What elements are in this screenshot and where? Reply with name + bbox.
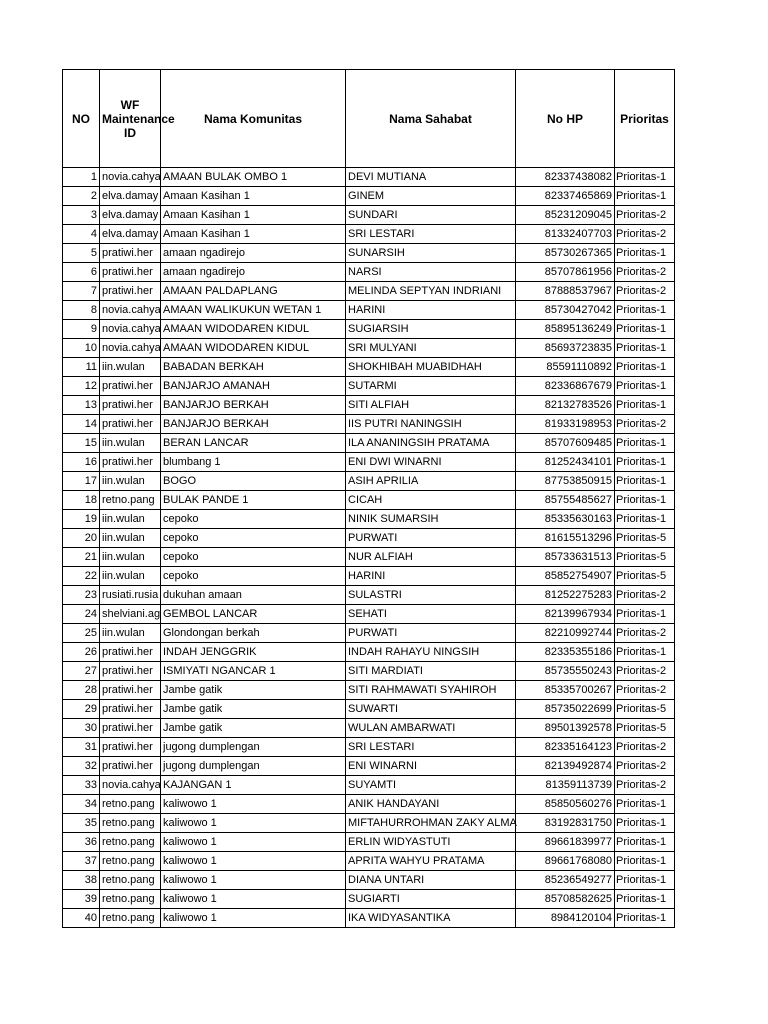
cell-no[interactable]: 10	[63, 339, 100, 358]
cell-nama-komunitas[interactable]: AMAAN PALDAPLANG	[161, 282, 346, 301]
cell-no-hp[interactable]: 85707609485	[516, 434, 615, 453]
cell-wf-maintenance-id[interactable]: retno.pang	[100, 852, 161, 871]
cell-nama-sahabat[interactable]: SEHATI	[346, 605, 516, 624]
cell-wf-maintenance-id[interactable]: iin.wulan	[100, 472, 161, 491]
cell-no-hp[interactable]: 85850560276	[516, 795, 615, 814]
cell-prioritas[interactable]: Prioritas-2	[615, 662, 675, 681]
table-row	[63, 529, 675, 548]
cell-no-hp[interactable]: 82335355186	[516, 643, 615, 662]
table-row	[63, 434, 675, 453]
cell-prioritas[interactable]: Prioritas-5	[615, 529, 675, 548]
cell-no-hp[interactable]: 81252434101	[516, 453, 615, 472]
cell-wf-maintenance-id[interactable]: retno.pang	[100, 795, 161, 814]
cell-no-hp[interactable]: 87888537967	[516, 282, 615, 301]
cell-no-hp[interactable]: 81359113739	[516, 776, 615, 795]
cell-wf-maintenance-id[interactable]: elva.damay	[100, 206, 161, 225]
table-row	[63, 244, 675, 263]
cell-prioritas[interactable]: Prioritas-1	[615, 472, 675, 491]
cell-prioritas[interactable]: Prioritas-5	[615, 548, 675, 567]
cell-no-hp[interactable]: 89501392578	[516, 719, 615, 738]
cell-no-hp[interactable]: 82336867679	[516, 377, 615, 396]
table-row	[63, 776, 675, 795]
table-header	[63, 70, 675, 168]
cell-no-hp[interactable]: 85335630163	[516, 510, 615, 529]
cell-nama-sahabat[interactable]: DIANA UNTARI	[346, 871, 516, 890]
table-body	[63, 168, 675, 928]
cell-nama-komunitas[interactable]: kaliwowo 1	[161, 909, 346, 928]
cell-nama-komunitas[interactable]: cepoko	[161, 529, 346, 548]
cell-wf-maintenance-id[interactable]: iin.wulan	[100, 567, 161, 586]
cell-nama-komunitas[interactable]: Jambe gatik	[161, 700, 346, 719]
table-row	[63, 510, 675, 529]
table-row	[63, 206, 675, 225]
cell-nama-sahabat[interactable]: ENI WINARNI	[346, 757, 516, 776]
cell-no[interactable]: 16	[63, 453, 100, 472]
cell-nama-komunitas[interactable]: Jambe gatik	[161, 681, 346, 700]
cell-nama-komunitas[interactable]: Amaan Kasihan 1	[161, 225, 346, 244]
cell-wf-maintenance-id[interactable]: shelviani.ag	[100, 605, 161, 624]
cell-wf-maintenance-id[interactable]: novia.cahya	[100, 301, 161, 320]
cell-nama-sahabat[interactable]: IKA WIDYASANTIKA	[346, 909, 516, 928]
cell-no[interactable]: 31	[63, 738, 100, 757]
cell-nama-sahabat[interactable]: INDAH RAHAYU NINGSIH	[346, 643, 516, 662]
cell-no[interactable]: 19	[63, 510, 100, 529]
cell-nama-komunitas[interactable]: AMAAN WALIKUKUN WETAN 1	[161, 301, 346, 320]
cell-nama-komunitas[interactable]: BANJARJO BERKAH	[161, 396, 346, 415]
cell-wf-maintenance-id[interactable]: pratiwi.her	[100, 719, 161, 738]
header-no[interactable]: NO	[63, 70, 100, 168]
cell-no[interactable]: 2	[63, 187, 100, 206]
cell-nama-sahabat[interactable]: MIFTAHURROHMAN ZAKY ALMA	[346, 814, 516, 833]
cell-nama-sahabat[interactable]: DEVI MUTIANA	[346, 168, 516, 187]
cell-prioritas[interactable]: Prioritas-1	[615, 301, 675, 320]
cell-no[interactable]: 27	[63, 662, 100, 681]
cell-nama-komunitas[interactable]: jugong dumplengan	[161, 738, 346, 757]
cell-nama-sahabat[interactable]: SUTARMI	[346, 377, 516, 396]
table-row	[63, 757, 675, 776]
cell-no-hp[interactable]: 89661839977	[516, 833, 615, 852]
table-row	[63, 472, 675, 491]
cell-no[interactable]: 20	[63, 529, 100, 548]
cell-no[interactable]: 21	[63, 548, 100, 567]
cell-prioritas[interactable]: Prioritas-2	[615, 738, 675, 757]
cell-nama-komunitas[interactable]: kaliwowo 1	[161, 833, 346, 852]
cell-no[interactable]: 35	[63, 814, 100, 833]
cell-nama-sahabat[interactable]: SHOKHIBAH MUABIDHAH	[346, 358, 516, 377]
cell-no-hp[interactable]: 85895136249	[516, 320, 615, 339]
cell-nama-komunitas[interactable]: BULAK PANDE 1	[161, 491, 346, 510]
cell-nama-sahabat[interactable]: SRI LESTARI	[346, 225, 516, 244]
cell-wf-maintenance-id[interactable]: pratiwi.her	[100, 396, 161, 415]
cell-wf-maintenance-id[interactable]: iin.wulan	[100, 510, 161, 529]
table-row	[63, 909, 675, 928]
cell-wf-maintenance-id[interactable]: pratiwi.her	[100, 700, 161, 719]
cell-wf-maintenance-id[interactable]: pratiwi.her	[100, 643, 161, 662]
header-row	[63, 70, 675, 168]
cell-no-hp[interactable]: 85730427042	[516, 301, 615, 320]
cell-no[interactable]: 1	[63, 168, 100, 187]
cell-prioritas[interactable]: Prioritas-1	[615, 396, 675, 415]
cell-no-hp[interactable]: 89661768080	[516, 852, 615, 871]
cell-no[interactable]: 38	[63, 871, 100, 890]
cell-wf-maintenance-id[interactable]: retno.pang	[100, 871, 161, 890]
cell-wf-maintenance-id[interactable]: novia.cahya	[100, 320, 161, 339]
cell-nama-komunitas[interactable]: BERAN LANCAR	[161, 434, 346, 453]
table-row	[63, 263, 675, 282]
cell-no[interactable]: 22	[63, 567, 100, 586]
table-row	[63, 225, 675, 244]
cell-no-hp[interactable]: 85335700267	[516, 681, 615, 700]
cell-wf-maintenance-id[interactable]: pratiwi.her	[100, 282, 161, 301]
header-nama-sahabat[interactable]: Nama Sahabat	[346, 70, 516, 168]
cell-prioritas[interactable]: Prioritas-1	[615, 320, 675, 339]
cell-prioritas[interactable]: Prioritas-1	[615, 890, 675, 909]
cell-nama-sahabat[interactable]: IIS PUTRI NANINGSIH	[346, 415, 516, 434]
cell-wf-maintenance-id[interactable]: pratiwi.her	[100, 244, 161, 263]
cell-prioritas[interactable]: Prioritas-5	[615, 700, 675, 719]
cell-no-hp[interactable]: 85852754907	[516, 567, 615, 586]
cell-wf-maintenance-id[interactable]: pratiwi.her	[100, 757, 161, 776]
cell-wf-maintenance-id[interactable]: iin.wulan	[100, 434, 161, 453]
cell-wf-maintenance-id[interactable]: pratiwi.her	[100, 377, 161, 396]
cell-prioritas[interactable]: Prioritas-1	[615, 795, 675, 814]
cell-wf-maintenance-id[interactable]: novia.cahya	[100, 339, 161, 358]
cell-nama-sahabat[interactable]: SUGIARTI	[346, 890, 516, 909]
cell-nama-sahabat[interactable]: NINIK SUMARSIH	[346, 510, 516, 529]
cell-wf-maintenance-id[interactable]: retno.pang	[100, 890, 161, 909]
table-row	[63, 624, 675, 643]
cell-nama-komunitas[interactable]: INDAH JENGGRIK	[161, 643, 346, 662]
table-row	[63, 567, 675, 586]
cell-wf-maintenance-id[interactable]: retno.pang	[100, 909, 161, 928]
cell-nama-komunitas[interactable]: kaliwowo 1	[161, 852, 346, 871]
table-row	[63, 301, 675, 320]
cell-nama-komunitas[interactable]: cepoko	[161, 567, 346, 586]
cell-wf-maintenance-id[interactable]: rusiati.rusia	[100, 586, 161, 605]
cell-no-hp[interactable]: 85735022699	[516, 700, 615, 719]
cell-no[interactable]: 18	[63, 491, 100, 510]
cell-nama-sahabat[interactable]: SUNARSIH	[346, 244, 516, 263]
table-row	[63, 339, 675, 358]
cell-prioritas[interactable]: Prioritas-1	[615, 814, 675, 833]
cell-no-hp[interactable]: 82139492874	[516, 757, 615, 776]
cell-nama-sahabat[interactable]: NUR ALFIAH	[346, 548, 516, 567]
table-row	[63, 833, 675, 852]
cell-no-hp[interactable]: 85231209045	[516, 206, 615, 225]
cell-nama-komunitas[interactable]: amaan ngadirejo	[161, 263, 346, 282]
table-row	[63, 168, 675, 187]
cell-prioritas[interactable]: Prioritas-2	[615, 624, 675, 643]
cell-wf-maintenance-id[interactable]: iin.wulan	[100, 624, 161, 643]
cell-no[interactable]: 8	[63, 301, 100, 320]
cell-nama-sahabat[interactable]: HARINI	[346, 567, 516, 586]
cell-no[interactable]: 37	[63, 852, 100, 871]
cell-nama-sahabat[interactable]: NARSI	[346, 263, 516, 282]
cell-prioritas[interactable]: Prioritas-1	[615, 491, 675, 510]
cell-no-hp[interactable]: 8984120104	[516, 909, 615, 928]
cell-nama-komunitas[interactable]: BOGO	[161, 472, 346, 491]
table-row	[63, 415, 675, 434]
table-row	[63, 282, 675, 301]
cell-prioritas[interactable]: Prioritas-1	[615, 605, 675, 624]
cell-prioritas[interactable]: Prioritas-1	[615, 377, 675, 396]
cell-no[interactable]: 14	[63, 415, 100, 434]
cell-no[interactable]: 11	[63, 358, 100, 377]
cell-no[interactable]: 3	[63, 206, 100, 225]
cell-wf-maintenance-id[interactable]: novia.cahya	[100, 776, 161, 795]
cell-nama-komunitas[interactable]: Jambe gatik	[161, 719, 346, 738]
cell-no[interactable]: 17	[63, 472, 100, 491]
table-row	[63, 396, 675, 415]
cell-nama-sahabat[interactable]: SUWARTI	[346, 700, 516, 719]
table-row	[63, 700, 675, 719]
cell-prioritas[interactable]: Prioritas-2	[615, 206, 675, 225]
cell-no[interactable]: 24	[63, 605, 100, 624]
cell-no-hp[interactable]: 82210992744	[516, 624, 615, 643]
cell-nama-sahabat[interactable]: SRI MULYANI	[346, 339, 516, 358]
cell-nama-komunitas[interactable]: Amaan Kasihan 1	[161, 187, 346, 206]
cell-nama-komunitas[interactable]: BANJARJO AMANAH	[161, 377, 346, 396]
header-prioritas[interactable]: Prioritas	[615, 70, 675, 168]
table-row	[63, 377, 675, 396]
table-row	[63, 662, 675, 681]
cell-prioritas[interactable]: Prioritas-2	[615, 225, 675, 244]
cell-no[interactable]: 13	[63, 396, 100, 415]
cell-nama-komunitas[interactable]: blumbang 1	[161, 453, 346, 472]
table-row	[63, 548, 675, 567]
data-table	[62, 69, 675, 928]
cell-nama-komunitas[interactable]: GEMBOL LANCAR	[161, 605, 346, 624]
table-row	[63, 358, 675, 377]
cell-nama-sahabat[interactable]: SUGIARSIH	[346, 320, 516, 339]
cell-nama-komunitas[interactable]: BANJARJO BERKAH	[161, 415, 346, 434]
cell-no[interactable]: 5	[63, 244, 100, 263]
header-nama-komunitas[interactable]: Nama Komunitas	[161, 70, 346, 168]
cell-prioritas[interactable]: Prioritas-2	[615, 586, 675, 605]
cell-no-hp[interactable]: 85755485627	[516, 491, 615, 510]
cell-no-hp[interactable]: 82132783526	[516, 396, 615, 415]
cell-nama-komunitas[interactable]: kaliwowo 1	[161, 814, 346, 833]
cell-no-hp[interactable]: 81615513296	[516, 529, 615, 548]
cell-no-hp[interactable]: 85707861956	[516, 263, 615, 282]
cell-no-hp[interactable]: 85236549277	[516, 871, 615, 890]
cell-no-hp[interactable]: 85708582625	[516, 890, 615, 909]
cell-nama-sahabat[interactable]: ILA ANANINGSIH PRATAMA	[346, 434, 516, 453]
cell-nama-komunitas[interactable]: AMAAN WIDODAREN KIDUL	[161, 339, 346, 358]
cell-nama-sahabat[interactable]: PURWATI	[346, 624, 516, 643]
table-row	[63, 795, 675, 814]
cell-wf-maintenance-id[interactable]: pratiwi.her	[100, 681, 161, 700]
table-row	[63, 586, 675, 605]
cell-prioritas[interactable]: Prioritas-1	[615, 453, 675, 472]
cell-prioritas[interactable]: Prioritas-5	[615, 719, 675, 738]
cell-nama-komunitas[interactable]: AMAAN WIDODAREN KIDUL	[161, 320, 346, 339]
cell-prioritas[interactable]: Prioritas-2	[615, 757, 675, 776]
cell-nama-komunitas[interactable]: kaliwowo 1	[161, 890, 346, 909]
cell-nama-sahabat[interactable]: ASIH APRILIA	[346, 472, 516, 491]
cell-nama-sahabat[interactable]: SITI MARDIATI	[346, 662, 516, 681]
cell-nama-sahabat[interactable]: MELINDA SEPTYAN INDRIANI	[346, 282, 516, 301]
cell-wf-maintenance-id[interactable]: retno.pang	[100, 491, 161, 510]
cell-no-hp[interactable]: 82139967934	[516, 605, 615, 624]
cell-prioritas[interactable]: Prioritas-1	[615, 643, 675, 662]
cell-no[interactable]: 40	[63, 909, 100, 928]
cell-no-hp[interactable]: 82335164123	[516, 738, 615, 757]
cell-no-hp[interactable]: 81332407703	[516, 225, 615, 244]
cell-wf-maintenance-id[interactable]: iin.wulan	[100, 529, 161, 548]
cell-wf-maintenance-id[interactable]: pratiwi.her	[100, 662, 161, 681]
cell-nama-sahabat[interactable]: APRITA WAHYU PRATAMA	[346, 852, 516, 871]
spreadsheet-sheet	[62, 69, 674, 928]
cell-no-hp[interactable]: 83192831750	[516, 814, 615, 833]
cell-no[interactable]: 15	[63, 434, 100, 453]
cell-prioritas[interactable]: Prioritas-2	[615, 263, 675, 282]
cell-no[interactable]: 34	[63, 795, 100, 814]
cell-no[interactable]: 12	[63, 377, 100, 396]
cell-no[interactable]: 23	[63, 586, 100, 605]
cell-prioritas[interactable]: Prioritas-2	[615, 776, 675, 795]
cell-no[interactable]: 7	[63, 282, 100, 301]
cell-nama-sahabat[interactable]: SITI RAHMAWATI SYAHIROH	[346, 681, 516, 700]
cell-no[interactable]: 39	[63, 890, 100, 909]
cell-no-hp[interactable]: 85735550243	[516, 662, 615, 681]
cell-no[interactable]: 30	[63, 719, 100, 738]
cell-nama-sahabat[interactable]: ANIK HANDAYANI	[346, 795, 516, 814]
cell-no-hp[interactable]: 82337465869	[516, 187, 615, 206]
cell-nama-komunitas[interactable]: amaan ngadirejo	[161, 244, 346, 263]
cell-prioritas[interactable]: Prioritas-1	[615, 339, 675, 358]
cell-nama-komunitas[interactable]: jugong dumplengan	[161, 757, 346, 776]
table-row	[63, 814, 675, 833]
cell-nama-komunitas[interactable]: dukuhan amaan	[161, 586, 346, 605]
cell-no[interactable]: 29	[63, 700, 100, 719]
cell-wf-maintenance-id[interactable]: pratiwi.her	[100, 738, 161, 757]
cell-wf-maintenance-id[interactable]: pratiwi.her	[100, 263, 161, 282]
cell-no[interactable]: 28	[63, 681, 100, 700]
cell-nama-sahabat[interactable]: GINEM	[346, 187, 516, 206]
cell-prioritas[interactable]: Prioritas-1	[615, 434, 675, 453]
cell-prioritas[interactable]: Prioritas-2	[615, 415, 675, 434]
table-row	[63, 681, 675, 700]
cell-nama-sahabat[interactable]: ERLIN WIDYASTUTI	[346, 833, 516, 852]
table-row	[63, 187, 675, 206]
cell-prioritas[interactable]: Prioritas-5	[615, 567, 675, 586]
cell-nama-komunitas[interactable]: kaliwowo 1	[161, 871, 346, 890]
cell-prioritas[interactable]: Prioritas-2	[615, 681, 675, 700]
cell-wf-maintenance-id[interactable]: elva.damay	[100, 187, 161, 206]
cell-nama-sahabat[interactable]: ENI DWI WINARNI	[346, 453, 516, 472]
cell-wf-maintenance-id[interactable]: pratiwi.her	[100, 453, 161, 472]
cell-prioritas[interactable]: Prioritas-1	[615, 871, 675, 890]
cell-nama-komunitas[interactable]: KAJANGAN 1	[161, 776, 346, 795]
table-row	[63, 320, 675, 339]
cell-wf-maintenance-id[interactable]: pratiwi.her	[100, 415, 161, 434]
cell-prioritas[interactable]: Prioritas-1	[615, 244, 675, 263]
cell-no-hp[interactable]: 87753850915	[516, 472, 615, 491]
cell-nama-komunitas[interactable]: AMAAN BULAK OMBO 1	[161, 168, 346, 187]
cell-nama-komunitas[interactable]: Glondongan berkah	[161, 624, 346, 643]
cell-prioritas[interactable]: Prioritas-1	[615, 909, 675, 928]
cell-prioritas[interactable]: Prioritas-1	[615, 168, 675, 187]
cell-wf-maintenance-id[interactable]: elva.damay	[100, 225, 161, 244]
cell-wf-maintenance-id[interactable]: retno.pang	[100, 833, 161, 852]
table-row	[63, 643, 675, 662]
cell-prioritas[interactable]: Prioritas-1	[615, 358, 675, 377]
cell-nama-sahabat[interactable]: SITI ALFIAH	[346, 396, 516, 415]
cell-nama-sahabat[interactable]: SRI LESTARI	[346, 738, 516, 757]
cell-nama-sahabat[interactable]: SUNDARI	[346, 206, 516, 225]
table-row	[63, 605, 675, 624]
cell-no[interactable]: 4	[63, 225, 100, 244]
cell-nama-sahabat[interactable]: SUYAMTI	[346, 776, 516, 795]
cell-prioritas[interactable]: Prioritas-1	[615, 852, 675, 871]
cell-nama-komunitas[interactable]: kaliwowo 1	[161, 795, 346, 814]
cell-wf-maintenance-id[interactable]: iin.wulan	[100, 548, 161, 567]
header-no-hp[interactable]: No HP	[516, 70, 615, 168]
cell-prioritas[interactable]: Prioritas-1	[615, 510, 675, 529]
table-row	[63, 852, 675, 871]
cell-no[interactable]: 33	[63, 776, 100, 795]
table-row	[63, 719, 675, 738]
cell-no[interactable]: 26	[63, 643, 100, 662]
cell-no-hp[interactable]: 81252275283	[516, 586, 615, 605]
cell-no[interactable]: 25	[63, 624, 100, 643]
cell-nama-komunitas[interactable]: cepoko	[161, 510, 346, 529]
table-row	[63, 890, 675, 909]
cell-prioritas[interactable]: Prioritas-1	[615, 187, 675, 206]
cell-no[interactable]: 32	[63, 757, 100, 776]
cell-nama-sahabat[interactable]: SULASTRI	[346, 586, 516, 605]
cell-nama-sahabat[interactable]: CICAH	[346, 491, 516, 510]
table-row	[63, 871, 675, 890]
cell-prioritas[interactable]: Prioritas-1	[615, 833, 675, 852]
cell-wf-maintenance-id[interactable]: novia.cahya	[100, 168, 161, 187]
table-row	[63, 491, 675, 510]
cell-wf-maintenance-id[interactable]: iin.wulan	[100, 358, 161, 377]
table-row	[63, 738, 675, 757]
cell-no[interactable]: 6	[63, 263, 100, 282]
cell-no-hp[interactable]: 85693723835	[516, 339, 615, 358]
cell-no-hp[interactable]: 85591110892	[516, 358, 615, 377]
table-row	[63, 453, 675, 472]
cell-no[interactable]: 9	[63, 320, 100, 339]
cell-nama-sahabat[interactable]: PURWATI	[346, 529, 516, 548]
cell-nama-sahabat[interactable]: WULAN AMBARWATI	[346, 719, 516, 738]
cell-prioritas[interactable]: Prioritas-2	[615, 282, 675, 301]
cell-no-hp[interactable]: 85733631513	[516, 548, 615, 567]
cell-nama-komunitas[interactable]: Amaan Kasihan 1	[161, 206, 346, 225]
cell-no[interactable]: 36	[63, 833, 100, 852]
cell-nama-sahabat[interactable]: HARINI	[346, 301, 516, 320]
cell-nama-komunitas[interactable]: BABADAN BERKAH	[161, 358, 346, 377]
cell-nama-komunitas[interactable]: cepoko	[161, 548, 346, 567]
header-wf-maintenance-id[interactable]: WF Maintenance ID	[100, 70, 161, 168]
cell-no-hp[interactable]: 85730267365	[516, 244, 615, 263]
cell-no-hp[interactable]: 81933198953	[516, 415, 615, 434]
cell-nama-komunitas[interactable]: ISMIYATI NGANCAR 1	[161, 662, 346, 681]
cell-no-hp[interactable]: 82337438082	[516, 168, 615, 187]
cell-wf-maintenance-id[interactable]: retno.pang	[100, 814, 161, 833]
